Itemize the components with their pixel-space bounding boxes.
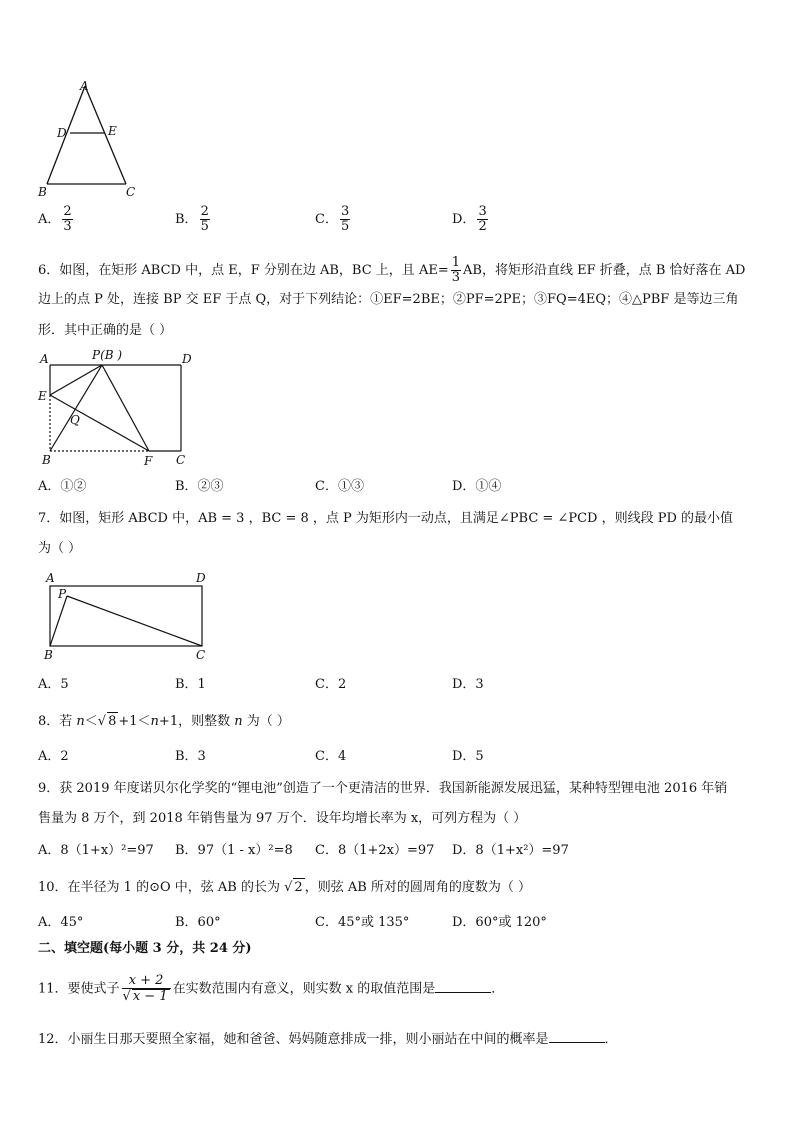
q7-line-2: 为（ ） — [38, 541, 82, 556]
q7-option-a[interactable]: A．5 — [38, 677, 69, 692]
folded-rectangle-figure — [34, 344, 204, 470]
q8-option-c[interactable]: C．4 — [315, 749, 347, 764]
label-p-b: P(B ) — [92, 348, 123, 362]
q10-option-c[interactable]: C．45°或 135° — [315, 915, 410, 930]
q5-option-b[interactable]: B． $\frac{2}{5}$ — [175, 204, 209, 234]
q9-option-c[interactable]: C．8（1+2x）=97 — [315, 843, 435, 858]
label-f: F — [144, 454, 153, 468]
q6-line-2: 边上的点 P 处，连接 BP 交 EF 于点 Q，对于下列结论：①EF=2BE；②PF=2PE；③FQ=4EQ；④△PBF 是等边三角 — [38, 292, 739, 307]
q9-option-a[interactable]: A．8（1+x）²=97 — [38, 843, 154, 858]
q8-option-d[interactable]: D．5 — [452, 749, 484, 764]
label-c: C — [126, 185, 136, 199]
label-d: D — [182, 352, 192, 366]
label-e: E — [108, 124, 117, 138]
label-d: D — [196, 571, 206, 585]
q8-line: 8．若 n＜√ 8 +1＜n+1，则整数 n 为（ ） — [38, 714, 290, 729]
q12-answer-blank[interactable] — [549, 1030, 605, 1043]
q10-option-a[interactable]: A．45° — [38, 915, 84, 930]
q12-line: 12．小丽生日那天要照全家福，她和爸爸、妈妈随意排成一排，则小丽站在中间的概率是 ． — [38, 1032, 618, 1047]
q10-option-b[interactable]: B．60° — [175, 915, 221, 930]
q9-line-1: 9．获 2019 年度诺贝尔化学奖的“锂电池”创造了一个更清洁的世界．我国新能源发展迅猛，某种特型锂电池 2016 年销 — [38, 781, 728, 796]
label-b: B — [38, 185, 47, 199]
label-c: C — [176, 453, 186, 467]
q5-option-c[interactable]: C． $\frac{3}{5}$ — [315, 204, 350, 234]
q6-option-d[interactable]: D．①④ — [452, 479, 502, 494]
label-b: B — [44, 648, 53, 662]
triangle-figure — [30, 78, 150, 200]
q6-option-c[interactable]: C．①③ — [315, 479, 364, 494]
q6-option-b[interactable]: B．②③ — [175, 479, 224, 494]
q7-option-d[interactable]: D．3 — [452, 677, 484, 692]
q7-option-b[interactable]: B．1 — [175, 677, 206, 692]
label-a: A — [80, 79, 89, 93]
q5-option-a[interactable]: A． $\frac{2}{3}$ — [38, 204, 72, 234]
q8-option-b[interactable]: B．3 — [175, 749, 206, 764]
section-heading: 二、填空题(每小题 3 分，共 24 分) — [38, 941, 252, 956]
q9-option-b[interactable]: B．97（1 - x）²=8 — [175, 843, 293, 858]
q10-option-d[interactable]: D．60°或 120° — [452, 915, 547, 930]
q9-line-2: 售量为 8 万个，到 2018 年销售量为 97 万个．设年均增长率为 x，可列方程为（ ） — [38, 811, 527, 826]
rectangle-p-figure — [40, 570, 220, 666]
q7-line-1: 7．如图，矩形 ABCD 中，AB = 3 ，BC = 8 ，点 P 为矩形内一动点，且满足∠PBC = ∠PCD ，则线段 PD 的最小值 — [38, 511, 734, 526]
label-a: A — [46, 571, 55, 585]
q7-option-c[interactable]: C．2 — [315, 677, 347, 692]
q11-answer-blank[interactable] — [435, 980, 491, 993]
label-c: C — [196, 648, 206, 662]
q8-option-a[interactable]: A．2 — [38, 749, 69, 764]
q5-option-d[interactable]: D． $\frac{3}{2}$ — [452, 204, 487, 234]
q6-option-a[interactable]: A．①② — [38, 479, 87, 494]
label-q: Q — [70, 413, 80, 427]
label-d: D — [57, 126, 67, 140]
label-b: B — [42, 453, 51, 467]
label-a: A — [40, 352, 49, 366]
q9-option-d[interactable]: D．8（1+x²）=97 — [452, 843, 569, 858]
q6-line-3: 形．其中正确的是（ ） — [38, 323, 173, 338]
q11-line: 11．要使式子 $\frac{x + 2}{√ x - 1}$ 在实数范围内有意义，则实数 x 的取值范围是 ． — [38, 973, 505, 1004]
label-p: P — [58, 587, 67, 601]
label-e: E — [38, 389, 47, 403]
q10-line: 10．在半径为 1 的⊙O 中，弦 AB 的长为 √ 2 ，则弦 AB 所对的圆周角的度数为（ ） — [38, 880, 532, 895]
q6-line-1: 6．如图，在矩形 ABCD 中，点 E，F 分别在边 AB，BC 上，且 AE= $\frac{1}{3}$ AB，将矩形沿直线 EF 折叠，点 B 恰好落在 AD — [38, 255, 746, 285]
